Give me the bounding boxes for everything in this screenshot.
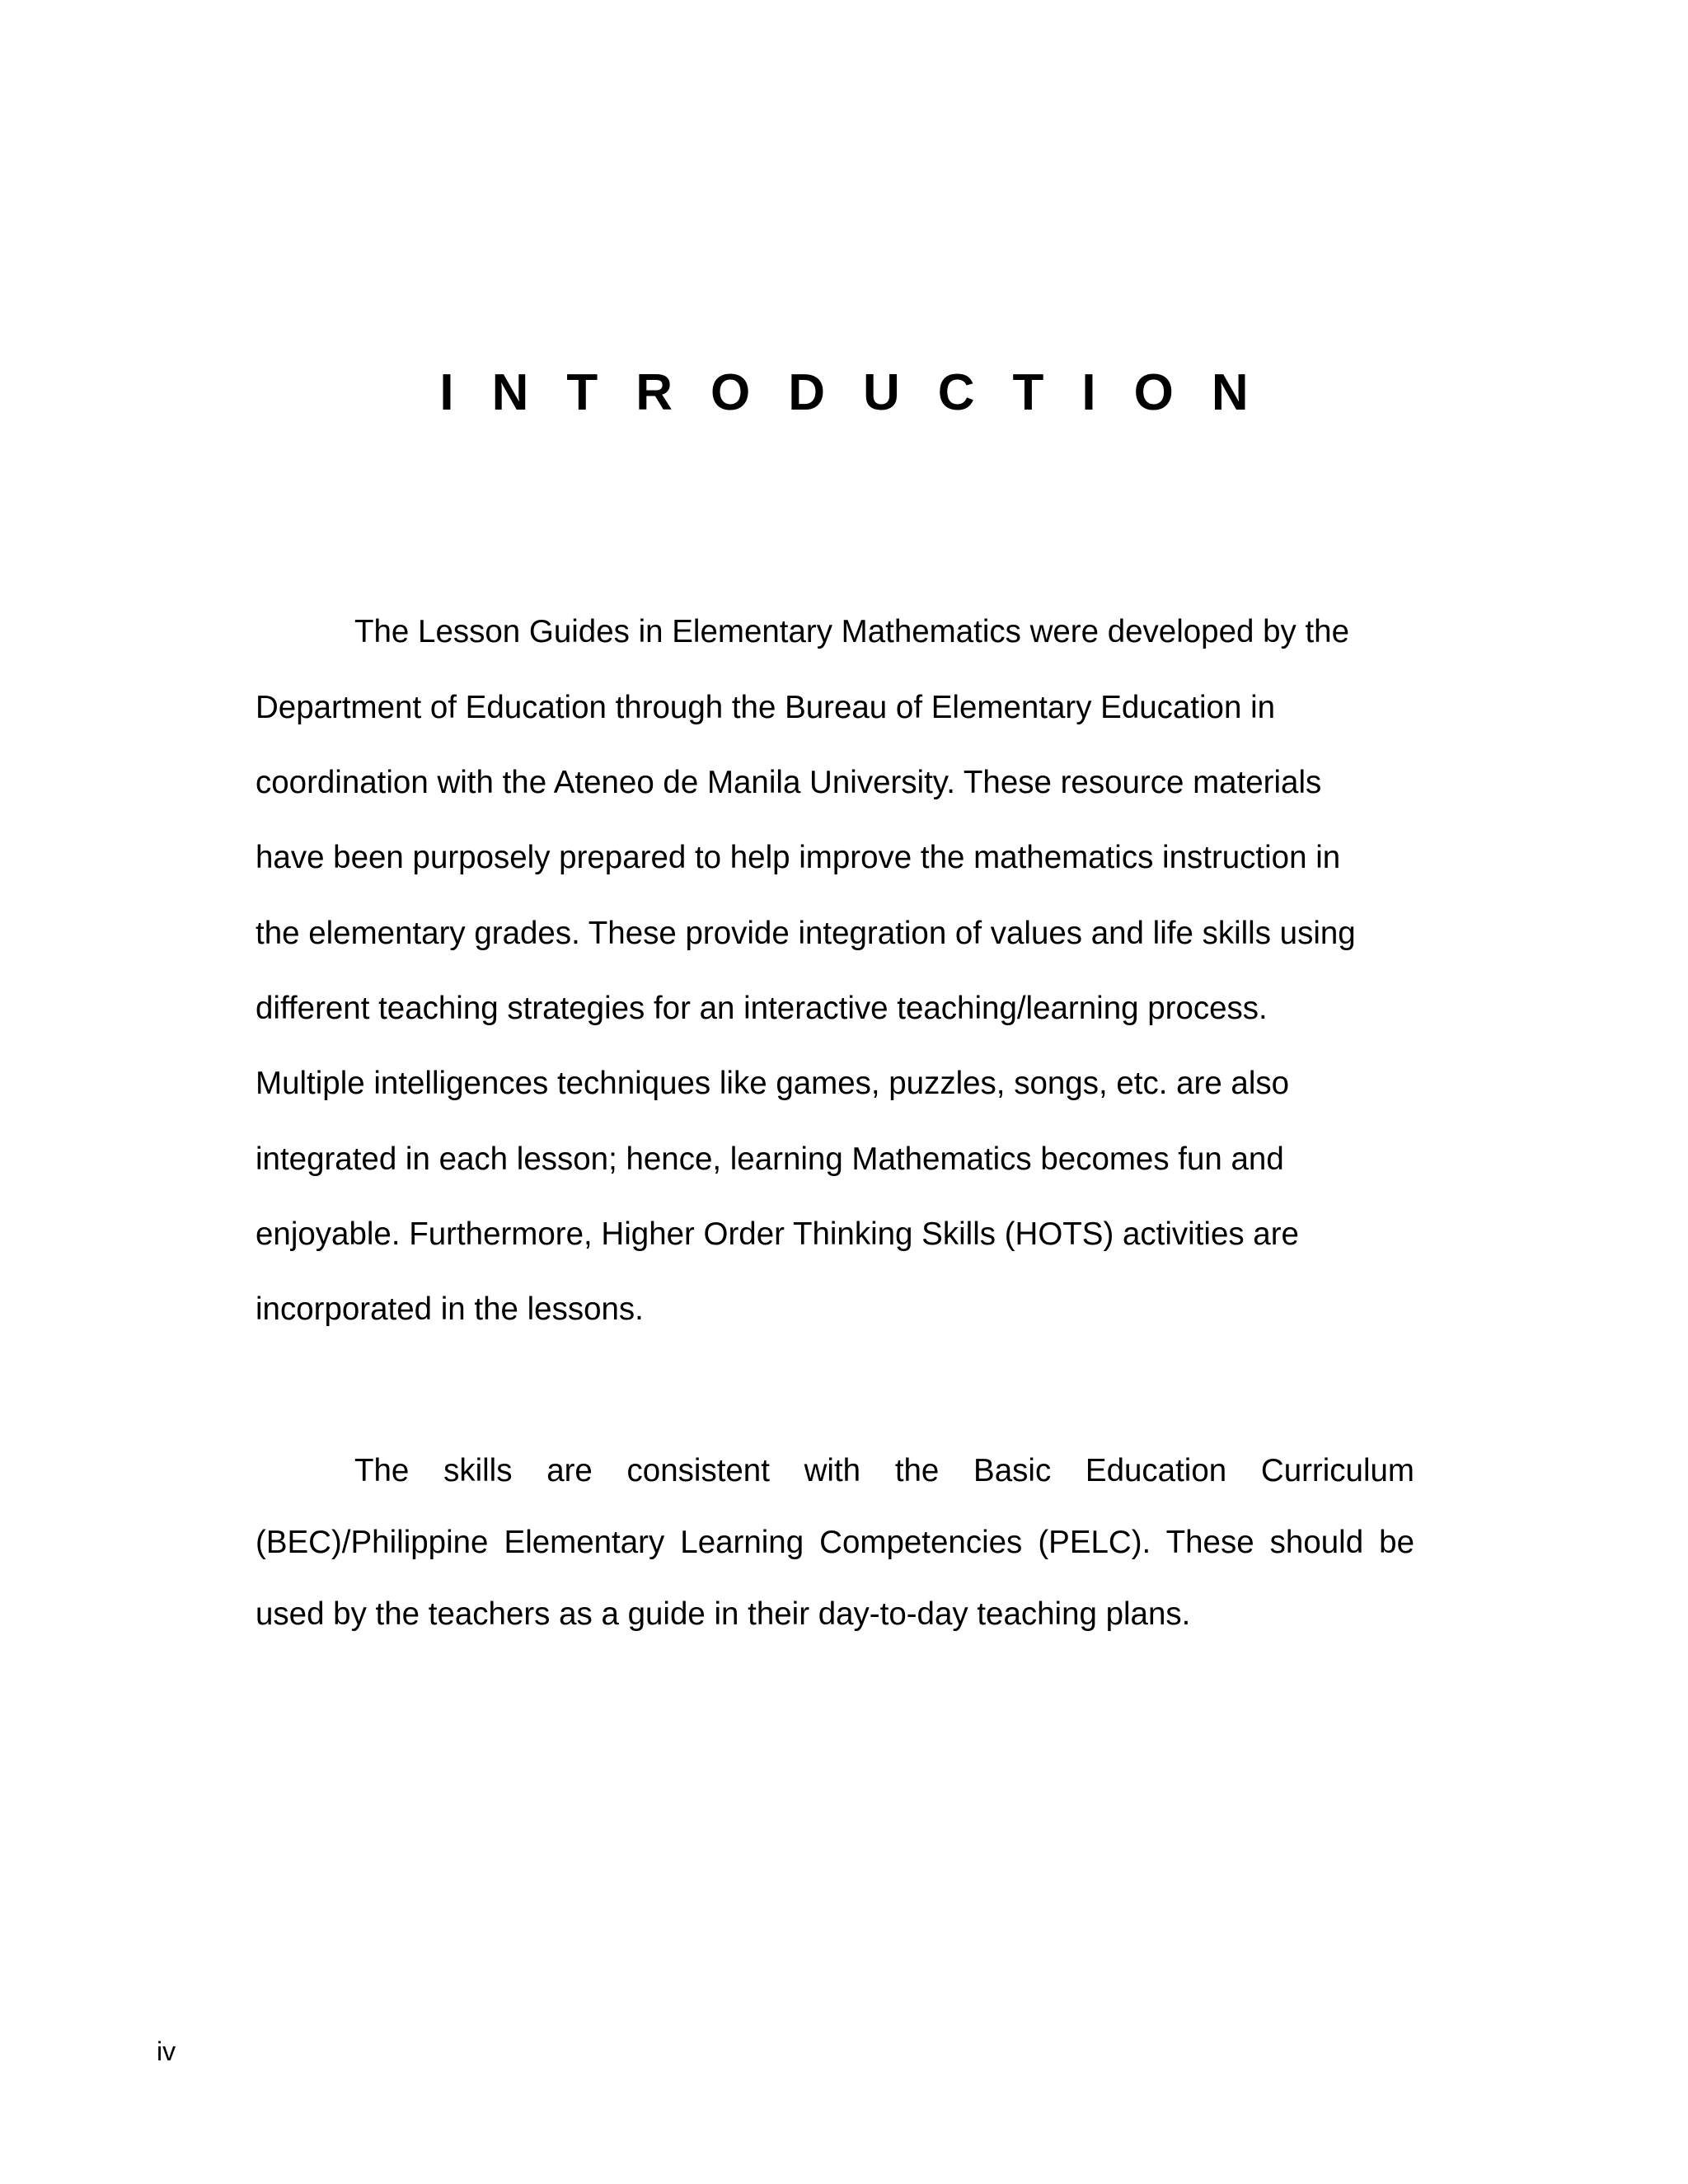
paragraph-line: different teaching strategies for an interactive teaching/learning process. [256,991,1268,1026]
page-title: INTRODUCTION [439,364,1287,421]
paragraph-line: integrated in each lesson; hence, learning Mathematics becomes fun and [256,1141,1284,1177]
paragraph-line: (BEC)/Philippine Elementary Learning Competencies (PELC). These should be [256,1525,1414,1560]
paragraph-line: enjoyable. Furthermore, Higher Order Thinking Skills (HOTS) activities are [256,1216,1299,1252]
paragraph-line: Multiple intelligences techniques like games, puzzles, songs, etc. are also [256,1066,1290,1101]
paragraph-line: incorporated in the lessons. [256,1291,644,1327]
paragraph-line: used by the teachers as a guide in their day-to-day teaching plans. [256,1596,1191,1632]
paragraph-line: have been purposely prepared to help improve the mathematics instruction in [256,840,1341,875]
page-number: iv [157,2036,176,2066]
paragraph-line: The Lesson Guides in Elementary Mathematics were developed by the [354,614,1349,649]
paragraph-line: coordination with the Ateneo de Manila University. These resource materials [256,765,1322,800]
paragraph-line: Department of Education through the Bureau of Elementary Education in [256,690,1276,725]
paragraph-line: the elementary grades. These provide integration of values and life skills using [256,916,1356,951]
paragraph-line: The skills are consistent with the Basic Education Curriculum [354,1453,1414,1488]
